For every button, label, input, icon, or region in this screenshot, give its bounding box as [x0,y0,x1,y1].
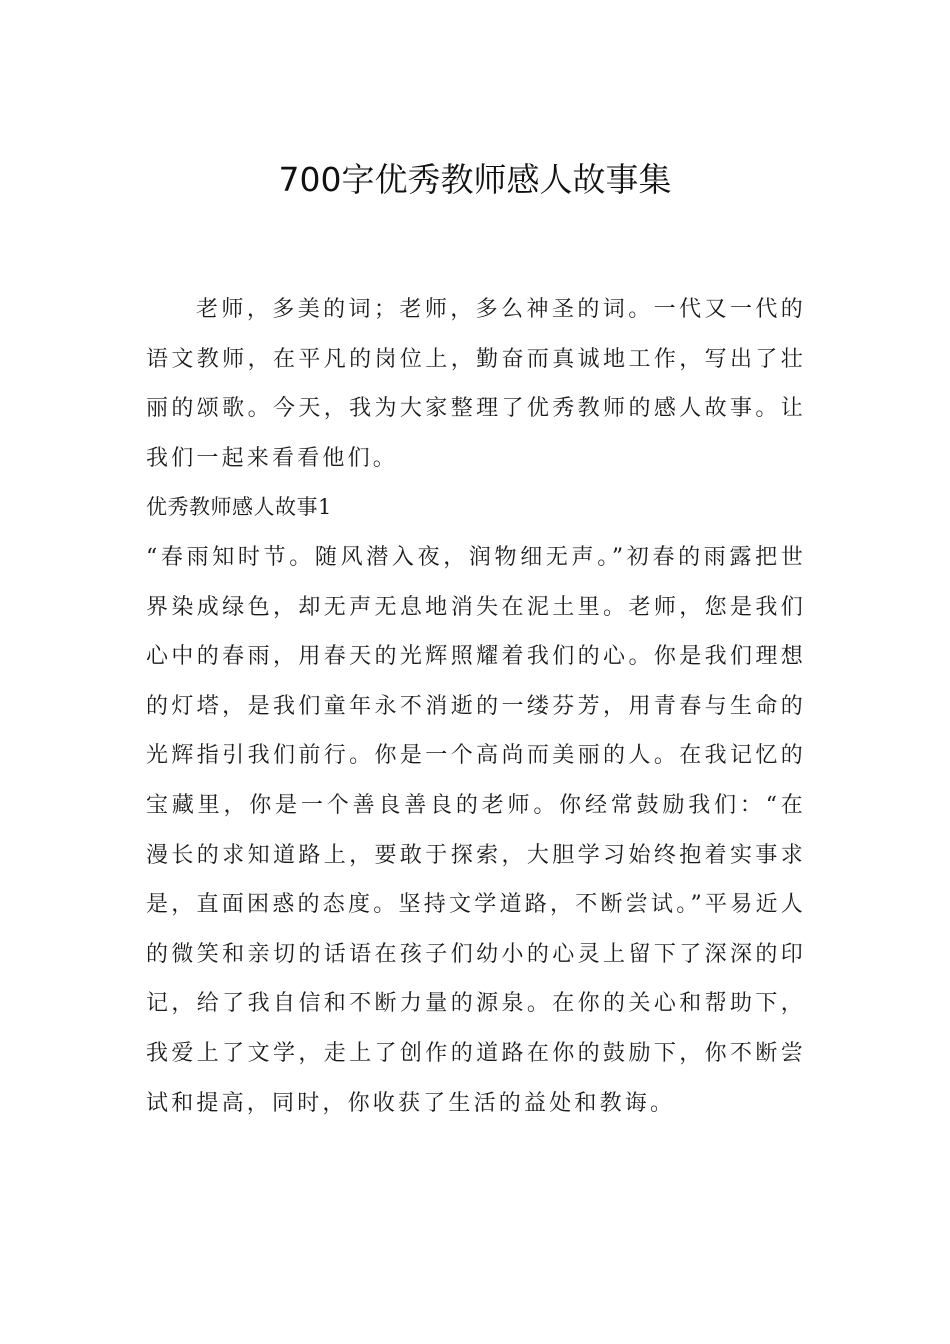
document-body [146,285,806,1128]
story-paragraph: “春雨知时节。随风潜入夜，润物细无声。”初春的雨露把世界染成绿色，却无声无息地消失在泥土里。老师，您是我们心中的春雨，用春天的光辉照耀着我们的心。你是我们理想的灯塔，是我们童年永不消逝的一缕芬芳，用青春与生命的光辉指引我们前行。你是一个高尚而美丽的人。在我记忆的宝藏里，你是一个善良善良的老师。你经常鼓励我们：“在漫长的求知道路上，要敢于探索，大胆学习始终抱着实事求是，直面困惑的态度。坚持文学道路，不断尝试。”平易近人的微笑和亲切的话语在孩子们幼小的心灵上留下了深深的印记，给了我自信和不断力量的源泉。在你的关心和帮助下，我爱上了文学，走上了创作的道路在你的鼓励下，你不断尝试和提高，同时，你收获了生活的益处和教诲。 [146,544,806,1116]
document-title: 700字优秀教师感人故事集 [278,160,672,199]
section-heading: 优秀教师感人故事1 [146,495,332,520]
intro-paragraph: 老师，多美的词；老师，多么神圣的词。一代又一代的语文教师，在平凡的岗位上，勤奋而真诚地工作，写出了壮丽的颂歌。今天，我为大家整理了优秀教师的感人故事。让我们一起来看看他们。 [146,297,806,471]
